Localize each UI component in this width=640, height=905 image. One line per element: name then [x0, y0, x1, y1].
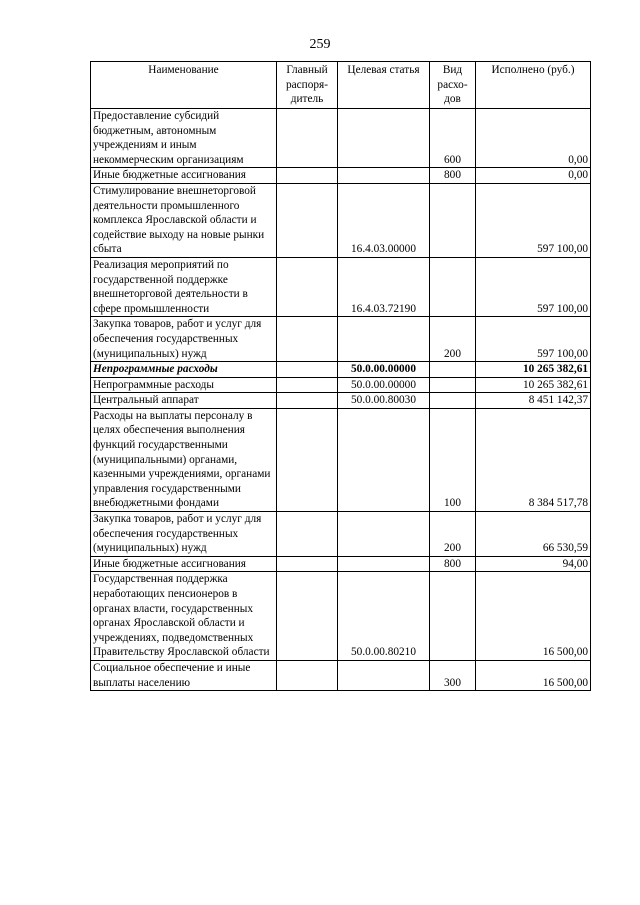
- table-row: [91, 572, 591, 661]
- cell-type: [430, 572, 476, 661]
- header-amount: Исполнено (руб.): [476, 62, 591, 109]
- cell-amount: 16 500,00: [476, 572, 591, 661]
- cell-amount: 0,00: [476, 168, 591, 184]
- cell-type: 300: [430, 660, 476, 690]
- cell-name: Иные бюджетные ассигнования: [91, 168, 277, 184]
- cell-amount: 10 265 382,61: [476, 377, 591, 393]
- cell-name: Государственная поддержка неработающих пенсионеров в органах власти, государственных органах Ярославской области и учреждениях, подведомственных Правительству Ярославской области: [91, 572, 277, 661]
- table-row: [91, 257, 591, 316]
- cell-target: 50.0.00.80030: [338, 393, 430, 409]
- page-number: 259: [309, 37, 331, 52]
- cell-admin: [277, 257, 338, 316]
- cell-target: 16.4.03.00000: [338, 183, 430, 257]
- table-row: [91, 183, 591, 257]
- cell-target: [338, 660, 430, 690]
- cell-name: Закупка товаров, работ и услуг для обеспечения государственных (муниципальных) нужд: [91, 317, 277, 362]
- cell-amount: 66 530,59: [476, 512, 591, 557]
- table-row: [91, 556, 591, 572]
- budget-table: [90, 61, 591, 691]
- cell-target: [338, 556, 430, 572]
- cell-target: [338, 109, 430, 168]
- cell-type: [430, 362, 476, 378]
- cell-admin: [277, 168, 338, 184]
- table-header-row: [91, 62, 591, 109]
- cell-admin: [277, 109, 338, 168]
- cell-admin: [277, 572, 338, 661]
- cell-name: Расходы на выплаты персоналу в целях обеспечения выполнения функций государственными (муниципальными) органами, казенными учреждениями, органами управления государственными внебюджетными фондами: [91, 408, 277, 511]
- cell-name: Закупка товаров, работ и услуг для обеспечения государственных (муниципальных) нужд: [91, 512, 277, 557]
- cell-amount: 597 100,00: [476, 183, 591, 257]
- cell-type: 600: [430, 109, 476, 168]
- table-row: [91, 393, 591, 409]
- cell-target: 50.0.00.80210: [338, 572, 430, 661]
- cell-name: Предоставление субсидий бюджетным, автономным учреждениям и иным некоммерческим организациям: [91, 109, 277, 168]
- cell-target: [338, 317, 430, 362]
- cell-target: [338, 408, 430, 511]
- cell-type: 100: [430, 408, 476, 511]
- cell-admin: [277, 362, 338, 378]
- table-row: [91, 377, 591, 393]
- cell-type: [430, 377, 476, 393]
- cell-target: 16.4.03.72190: [338, 257, 430, 316]
- cell-target: 50.0.00.00000: [338, 362, 430, 378]
- cell-target: [338, 512, 430, 557]
- cell-name: Иные бюджетные ассигнования: [91, 556, 277, 572]
- cell-admin: [277, 183, 338, 257]
- header-admin: Главный распоря-дитель: [277, 62, 338, 109]
- header-name: Наименование: [91, 62, 277, 109]
- cell-amount: 8 451 142,37: [476, 393, 591, 409]
- cell-name: Непрограммные расходы: [91, 377, 277, 393]
- table-row: [91, 109, 591, 168]
- cell-type: [430, 183, 476, 257]
- table-row: [91, 317, 591, 362]
- header-target: Целевая статья: [338, 62, 430, 109]
- table-row: [91, 168, 591, 184]
- cell-amount: 10 265 382,61: [476, 362, 591, 378]
- cell-name: Реализация мероприятий по государственной поддержке внешнеторговой деятельности в сфере промышленности: [91, 257, 277, 316]
- cell-type: 200: [430, 317, 476, 362]
- cell-admin: [277, 556, 338, 572]
- cell-admin: [277, 393, 338, 409]
- cell-admin: [277, 512, 338, 557]
- table-row: [91, 660, 591, 690]
- cell-amount: 94,00: [476, 556, 591, 572]
- cell-name: Центральный аппарат: [91, 393, 277, 409]
- cell-name: Социальное обеспечение и иные выплаты населению: [91, 660, 277, 690]
- cell-target: 50.0.00.00000: [338, 377, 430, 393]
- cell-type: 200: [430, 512, 476, 557]
- cell-amount: 0,00: [476, 109, 591, 168]
- cell-admin: [277, 408, 338, 511]
- cell-amount: 597 100,00: [476, 317, 591, 362]
- cell-admin: [277, 660, 338, 690]
- cell-name: Стимулирование внешнеторговой деятельности промышленного комплекса Ярославской области и содействие выходу на новые рынки сбыта: [91, 183, 277, 257]
- cell-type: 800: [430, 168, 476, 184]
- cell-admin: [277, 317, 338, 362]
- cell-admin: [277, 377, 338, 393]
- cell-type: [430, 257, 476, 316]
- table-row: [91, 512, 591, 557]
- table-row: [91, 362, 591, 378]
- cell-name: Непрограммные расходы: [91, 362, 277, 378]
- cell-target: [338, 168, 430, 184]
- cell-amount: 597 100,00: [476, 257, 591, 316]
- cell-type: [430, 393, 476, 409]
- cell-amount: 16 500,00: [476, 660, 591, 690]
- cell-type: 800: [430, 556, 476, 572]
- header-type: Вид расхо-дов: [430, 62, 476, 109]
- cell-amount: 8 384 517,78: [476, 408, 591, 511]
- table-row: [91, 408, 591, 511]
